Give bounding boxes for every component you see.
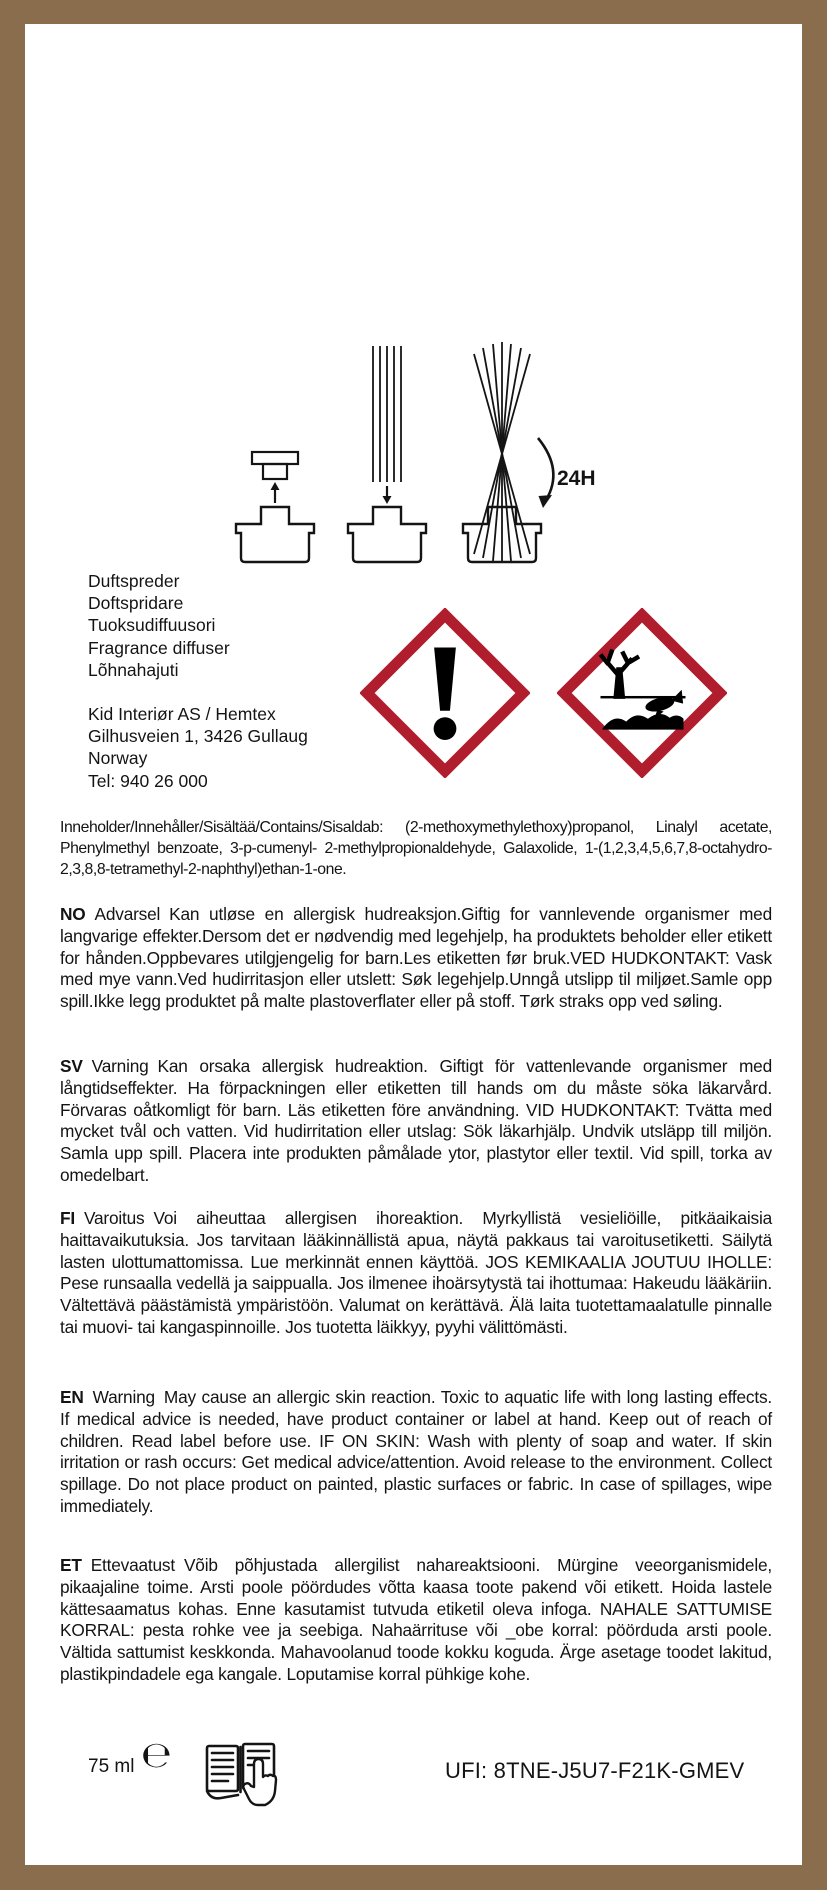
warning-text-fi: Voi aiheuttaa allergisen ihoreaktion. Myrkyllistä vesieliöille, pitkäaikaisia haittavaikutuksia. Jos tarvitaan lääkinnällistä apua, näytä pakkaus tai varoitusetiketti. Säilytä lasten ulottumattomissa. Lue merkinnät ennen käyttöä. JOS KEMIKAALIA JOUTUU IHOLLE: Pese runsaalla vedellä ja saippualla. Jos ilmenee ihoärsytystä tai ihottumaa: Hakeudu lääkäriin. Vältettävä päästämistä ympäristöön. Valumat on kerättävä. Älä laita tuotettamaalatulle pinnalle tai muovi- tai kangaspinnoille. Jos tuotetta läikkyy, pyyhi välittömästi. [60, 1208, 772, 1337]
manufacturer-country: Norway [88, 748, 148, 769]
manufacturer-info [88, 703, 308, 792]
product-name-en: Fragrance diffuser [88, 637, 230, 658]
product-name-fi: Tuoksudiffuusori [88, 615, 216, 636]
diagram-flip-sticks [463, 342, 596, 562]
warning-paragraph-sv [60, 1056, 772, 1187]
usage-diagrams [205, 282, 645, 567]
product-name-sv: Doftspridare [88, 593, 184, 614]
warning-paragraph-en [60, 1387, 772, 1518]
diagram-remove-cap [236, 452, 314, 562]
turn-arrow-icon [538, 438, 553, 500]
signal-word-en: Warning [92, 1387, 155, 1407]
language-code-en: EN [60, 1387, 84, 1407]
warning-paragraph-et [60, 1555, 772, 1686]
product-label [25, 24, 802, 1865]
duration-label: 24H [557, 467, 596, 490]
warning-paragraph-fi [60, 1208, 772, 1339]
manufacturer-phone: Tel: 940 26 000 [88, 770, 208, 791]
product-name-et: Lõhnahajuti [88, 659, 179, 680]
signal-word-sv: Varning [91, 1056, 149, 1076]
signal-word-no: Advarsel [94, 904, 161, 924]
warning-text-sv: Kan orsaka allergisk hudreaktion. Giftigt för vattenlevande organismer med långtidseffekter. Ha förpackningen eller etiketten till hands om du måste söka läkarvård. Förvaras oåtkomligt för barn. Läs etiketten före användning. VID HUDKONTAKT: Tvätta med mycket tvål och vatten. Vid hudirritation eller utslag: Sök läkarhjälp. Undvik utsläpp till miljön. Samla upp spill. Placera inte produkten påmålade ytor, plastytor eller textil. Vid spill, torka av omedelbart. [60, 1056, 772, 1185]
warning-text-en: May cause an allergic skin reaction. Toxic to aquatic life with long lasting effects. If medical advice is needed, have product container or label at hand. Keep out of reach of children. Read label before use. IF ON SKIN: Wash with plenty of soap and water. If skin irritation or rash occurs: Get medical advice/attention. Avoid release to the environment. Collect spillage. Do not place product on painted, plastic surfaces or fabric. In case of spillages, wipe immediately. [60, 1387, 772, 1516]
manufacturer-name: Kid Interiør AS / Hemtex [88, 704, 276, 724]
product-name-no: Duftspreder [88, 571, 180, 591]
signal-word-fi: Varoitus [83, 1208, 145, 1228]
ghs09-environment-pictogram-icon [557, 608, 727, 778]
warning-paragraph-no [60, 904, 772, 1013]
warning-text-no: Kan utløse en allergisk hudreaksjon.Giftig for vannlevende organismer med langvarige effekter.Dersom det er nødvendig med legehjelp, ha produktets beholder eller etikett for hånden.Oppbevares utilgjengelig for barn.Les etiketten før bruk.VED HUDKONTAKT: Vask med mye vann.Ved hudirritasjon eller utslett: Søk legehjelp.Unngå utslipp til miljøet.Samle opp spill.Ikke legg produktet på malte plastoverflater eller på stoff. Tørk straks opp ved søling. [60, 904, 772, 1012]
signal-word-et: Ettevaatust [90, 1555, 175, 1575]
diagram-insert-sticks [348, 346, 426, 562]
warning-text-et: Võib põhjustada allergilist nahareaktsiooni. Mürgine veeorganismidele, pikaajaline toime. Arsti poole pöördudes võtta kaasa toote pakend või etikett. Hoida lastele kättesaamatus kohas. Enne kasutamist tutvuda etiketil oleva infoga. NAHALE SATTUMISE KORRAL: pesta rohke vee ja seebiga. Nahaärrituse või _obe korral: pöörduda arsti poole. Vältida sattumist keskkonda. Mahavoolanud toode kokku koguda. Ärge asetage toodet lakitud, plastikpindadele ega kangale. Loputamise korral pühkige kohe. [60, 1555, 772, 1684]
product-names [88, 570, 230, 681]
estimated-sign: ℮ [141, 1735, 172, 1776]
ghs07-exclamation-pictogram-icon [360, 608, 530, 778]
manufacturer-address: Gilhusveien 1, 3426 Gullaug [88, 726, 308, 747]
net-volume: 75 ml [88, 1756, 135, 1777]
ingredients-statement: Inneholder/Innehåller/Sisältää/Contains/Sisaldab: (2-methoxymethylethoxy)propanol, Linalyl acetate, Phenylmethyl benzoate, 3-p-cumenyl- 2-methylpropionaldehyde, Galaxolide, 1-(1,2,3,4,5,6,7,8-octahydro-2,3,8,8-tetramethyl-2-naphthyl)ethan-1-one. [60, 819, 772, 878]
language-code-et: ET [60, 1555, 82, 1575]
ufi-code: UFI: 8TNE-J5U7-F21K-GMEV [445, 1758, 745, 1783]
language-code-sv: SV [60, 1056, 83, 1076]
read-instructions-icon [202, 1741, 280, 1811]
language-code-no: NO [60, 904, 86, 924]
language-code-fi: FI [60, 1208, 75, 1228]
